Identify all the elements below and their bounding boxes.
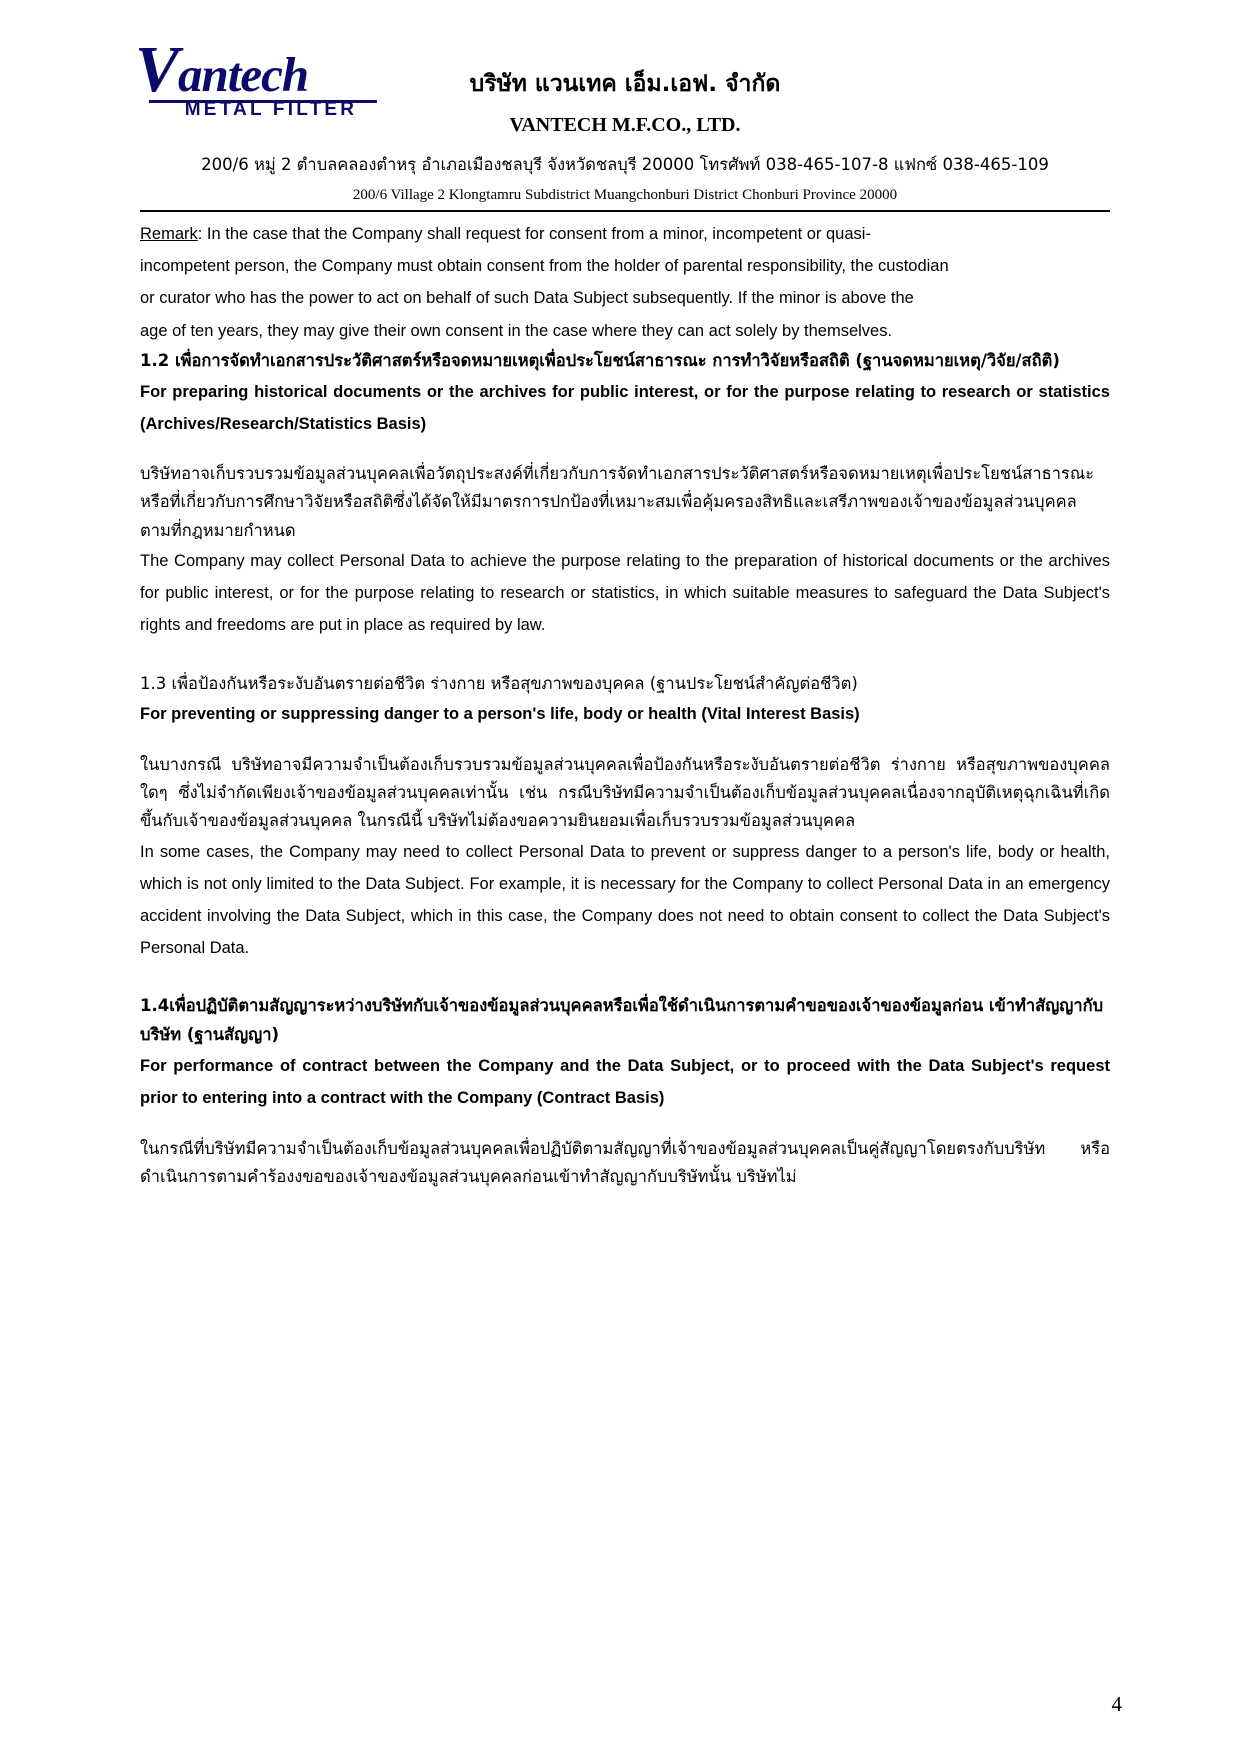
letterhead xyxy=(135,33,1110,212)
remark-line-2: incompetent person, the Company must obtain consent from the holder of parental responsibility, the custodian xyxy=(140,257,949,276)
remark-paragraph xyxy=(140,218,1110,250)
company-name-thai: บริษัท แวนเทค เอ็ม.เอฟ. จำกัด xyxy=(469,71,781,97)
section-1-3-heading-english: For preventing or suppressing danger to a person's life, body or health (Vital Interest Basis) xyxy=(140,705,860,724)
section-1-2-heading-english: For preparing historical documents or the archives for public interest, or for the purpose relating to research or statistics (Archives/Research/Statistics Basis) xyxy=(140,382,1110,433)
document-body xyxy=(140,212,1110,1191)
logo-v-letter: V xyxy=(135,33,179,106)
section-1-2-body-english: The Company may collect Personal Data to achieve the purpose relating to the preparation of historical documents or the archives for public interest, or for the purpose relating to research or statistics, in which suitable measures to safeguard the Data Subject's rights and freedoms are put in place as required by law. xyxy=(140,552,1110,635)
section-1-2-heading-thai: 1.2 เพื่อการจัดทำเอกสารประวัติศาสตร์หรือจดหมายเหตุเพื่อประโยชน์สาธารณะ การทำวิจัยหรือสถิติ (ฐานจดหมายเหตุ/วิจัย/สถิติ) xyxy=(140,350,1060,370)
logo-subtitle: METAL FILTER xyxy=(184,98,358,120)
vantech-logo xyxy=(135,33,385,121)
section-1-4-body-thai: ในกรณีที่บริษัทมีความจำเป็นต้องเก็บข้อมูลส่วนบุคคลเพื่อปฏิบัติตามสัญญาที่เจ้าของข้อมูลส่วนบุคคลเป็นคู่สัญญาโดยตรงกับบริษัท หรือดำเนินการตามคำร้องงขอของเจ้าของข้อมูลส่วนบุคคลก่อนเข้าทำสัญญากับบริษัทนั้น บริษัทไม่ xyxy=(140,1138,1110,1186)
section-1-2-body-thai: บริษัทอาจเก็บรวบรวมข้อมูลส่วนบุคคลเพื่อวัตถุประสงค์ที่เกี่ยวกับการจัดทำเอกสารประวัติศาสตร์หรือจดหมายเหตุเพื่อประโยชน์สาธารณะ หรือที่เกี่ยวกับการศึกษาวิจัยหรือสถิติซึ่งได้จัดให้มีมาตรการปกป้องที่เหมาะสมเพื่อคุ้มครองสิทธิและเสรีภาพของเจ้าของข้อมูลส่วนบุคคล ตามที่กฎหมายกำหนด xyxy=(140,463,1094,540)
spacer xyxy=(140,440,1110,460)
spacer xyxy=(140,642,1110,670)
spacer xyxy=(140,731,1110,751)
company-address-thai: 200/6 หมู่ 2 ตำบลคลองตำหรุ อำเภอเมืองชลบุรี จังหวัดชลบุรี 20000 โทรศัพท์ 038-465-107-8 แฟกซ์ 038-465-109 xyxy=(201,155,1049,174)
company-address-english: 200/6 Village 2 Klongtamru Subdistrict Muangchonburi District Chonburi Province 20000 xyxy=(352,187,898,203)
spacer xyxy=(140,964,1110,992)
section-1-4-heading-thai: 1.4เพื่อปฏิบัติตามสัญญาระหว่างบริษัทกับเจ้าของข้อมูลส่วนบุคคลหรือเพื่อใช้ดำเนินการตามคำขอของเจ้าของข้อมูลก่อน เข้าทำสัญญากับบริษัท (ฐานสัญญา) xyxy=(140,996,1104,1045)
company-name-english: VANTECH M.F.CO., LTD. xyxy=(509,114,741,136)
spacer xyxy=(140,1115,1110,1135)
remark-line-4: age of ten years, they may give their own consent in the case where they can act solely by themselves. xyxy=(140,321,893,340)
section-1-3-heading-thai: 1.3 เพื่อป้องกันหรือระงับอันตรายต่อชีวิต ร่างกาย หรือสุขภาพของบุคคล (ฐานประโยชน์สำคัญต่อชีวิต) xyxy=(140,673,858,693)
section-1-3-body-thai: ในบางกรณี บริษัทอาจมีความจำเป็นต้องเก็บรวบรวมข้อมูลส่วนบุคคลเพื่อป้องกันหรือระงับอันตรายต่อชีวิต ร่างกาย หรือสุขภาพของบุคคลใดๆ ซึ่งไม่จำกัดเพียงเจ้าของข้อมูลส่วนบุคคลเท่านั้น เช่น กรณีบริษัทมีความจำเป็นต้องเก็บข้อมูลส่วนบุคคลเนื่องจากอุบัติเหตุฉุกเฉินที่เกิดขึ้นกับเจ้าของข้อมูลส่วนบุคคล ในกรณีนี้ บริษัทไม่ต้องขอความยินยอมเพื่อเก็บรวบรวมข้อมูลส่วนบุคคล xyxy=(140,754,1110,831)
page-number: 4 xyxy=(1111,1692,1122,1716)
remark-line-1: : In the case that the Company shall request for consent from a minor, incompetent or quasi- xyxy=(197,225,871,243)
logo-wordmark xyxy=(135,33,385,106)
section-1-3-body-english: In some cases, the Company may need to collect Personal Data to prevent or suppress danger to a person's life, body or health, which is not only limited to the Data Subject. For example, it is necessary for the Company to collect Personal Data in an emergency accident involving the Data Subject, which in this case, the Company does not need to obtain consent to collect the Data Subject's Personal Data. xyxy=(140,842,1110,958)
remark-line-3: or curator who has the power to act on behalf of such Data Subject subsequently. If the minor is above the xyxy=(140,289,914,308)
section-1-4-heading-english: For performance of contract between the Company and the Data Subject, or to proceed with the Data Subject's request prior to entering into a contract with the Company (Contract Basis) xyxy=(140,1057,1110,1108)
logo-main-text: antech xyxy=(178,47,309,102)
remark-label: Remark xyxy=(140,225,198,243)
